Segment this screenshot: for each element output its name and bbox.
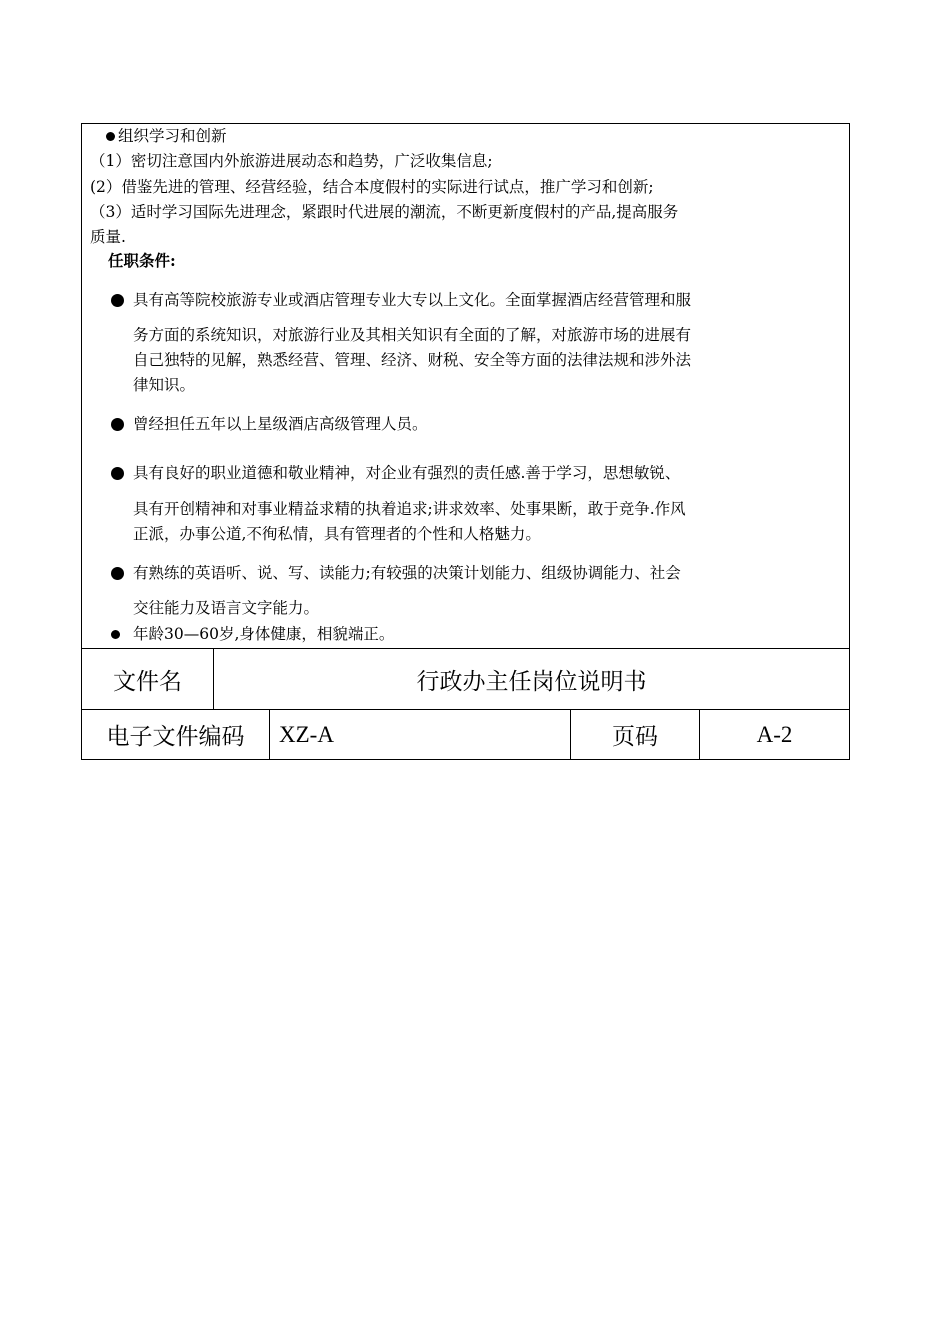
qualification-3-line-2: 具有开创精神和对事业精益求精的执着追求;讲求效率、处事果断，敢于竞争.作风 [133, 500, 686, 518]
qualification-1-line-3: 自己独特的见解，熟悉经营、管理、经济、财税、安全等方面的法律法规和涉外法 [133, 351, 692, 369]
job-description-content [82, 124, 849, 648]
qualification-4-line-1: 有熟练的英语听、说、写、读能力;有较强的决策计划能力、组级协调能力、社会 [133, 564, 681, 582]
file-name-value: 行政办主任岗位说明书 [416, 668, 647, 695]
qualification-4-line-2: 交往能力及语言文字能力。 [133, 599, 320, 617]
learning-item-3: （3）适时学习国际先进理念，紧跟时代进展的潮流，不断更新度假村的产品,提高服务 [90, 203, 679, 221]
learning-item-2: (2）借鉴先进的管理、经营经验，结合本度假村的实际进行试点，推广学习和创新; [90, 178, 654, 196]
learning-heading: 组织学习和创新 [118, 127, 227, 145]
bullet-icon [111, 418, 124, 431]
file-code-row [82, 709, 849, 759]
learning-item-1: （1）密切注意国内外旅游进展动态和趋势，广泛收集信息; [90, 152, 493, 170]
bullet-icon [111, 467, 124, 480]
document-table [81, 123, 850, 760]
page-label: 页码 [612, 724, 658, 750]
bullet-icon [111, 630, 120, 639]
file-name-row [82, 648, 849, 709]
bullet-icon [106, 132, 115, 141]
qualifications-heading: 任职条件: [108, 251, 176, 270]
qualification-3-line-1: 具有良好的职业道德和敬业精神，对企业有强烈的责任感.善于学习，思想敏锐、 [133, 464, 681, 482]
page-value: A-2 [756, 721, 793, 747]
qualification-1-line-4: 律知识。 [133, 376, 196, 394]
bullet-icon [111, 567, 124, 580]
qualification-3-line-3: 正派，办事公道,不徇私情，具有管理者的个性和人格魅力。 [133, 525, 541, 543]
qualification-5-line-1: 年龄30—60岁,身体健康，相貌端正。 [133, 625, 395, 643]
file-code-value: XZ-A [279, 721, 334, 747]
learning-item-3-cont: 质量. [90, 228, 126, 246]
qualification-1-line-1: 具有高等院校旅游专业或酒店管理专业大专以上文化。全面掌握酒店经营管理和服 [133, 291, 692, 309]
file-name-label: 文件名 [113, 668, 182, 695]
qualification-1-line-2: 务方面的系统知识，对旅游行业及其相关知识有全面的了解，对旅游市场的进展有 [133, 326, 692, 344]
file-code-label: 电子文件编码 [106, 724, 245, 750]
bullet-icon [111, 294, 124, 307]
qualification-2-line-1: 曾经担任五年以上星级酒店高级管理人员。 [133, 415, 428, 433]
